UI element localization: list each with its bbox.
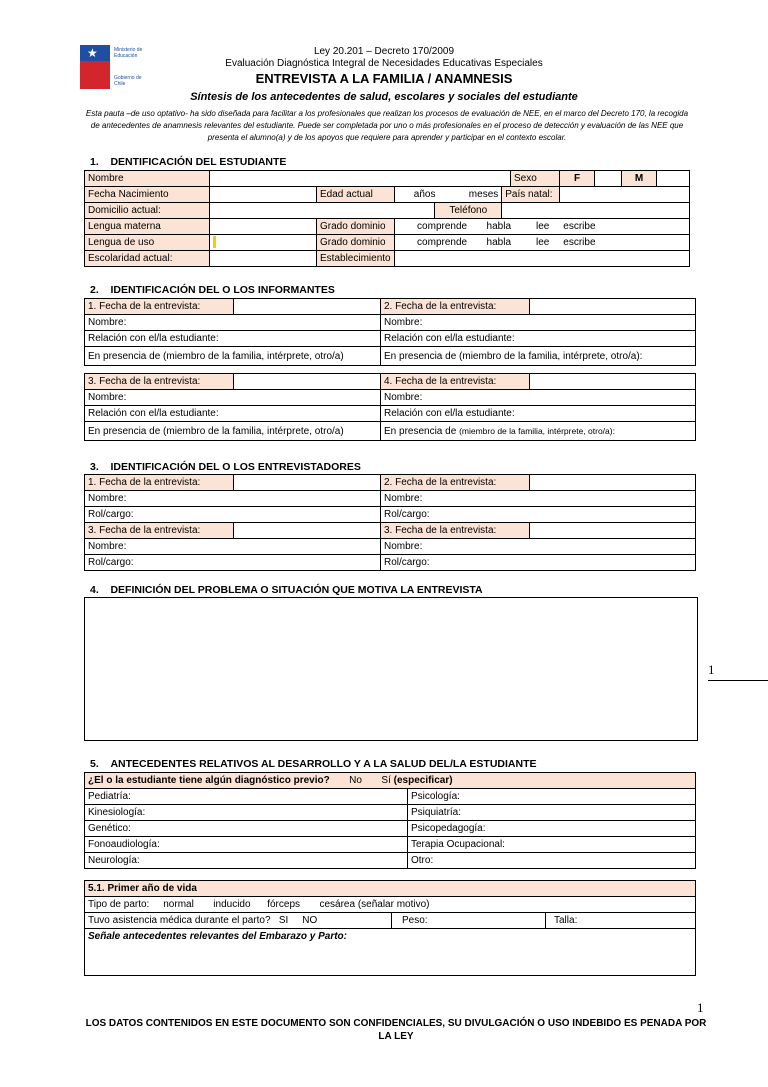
- input-lengua-materna[interactable]: [210, 219, 317, 235]
- star-icon: ★: [87, 46, 98, 60]
- input-establecimiento[interactable]: [394, 251, 689, 267]
- informants-table-b: 3. Fecha de la entrevista: 4. Fecha de la entrevista: Nombre: Nombre: Relación con el/la estudiante: Relación con el/la estudiante: En presencia de (miembro de la familia, intérprete, otro/a) En presencia de (miembro de la familia, intérprete, otro/a):: [84, 373, 696, 441]
- margin-rule: [708, 680, 768, 681]
- label-fecha-nac: Fecha Nacimiento: [85, 187, 210, 203]
- option-no: No: [349, 775, 362, 786]
- confidentiality-footer: LOS DATOS CONTENIDOS EN ESTE DOCUMENTO SON CONFIDENCIALES, SU DIVULGACIÓN O USO INDEBIDO ES PENADA POR LA LEY: [85, 1018, 707, 1042]
- section-5-title: 5. ANTECEDENTES RELATIVOS AL DESARROLLO Y A LA SALUD DEL/LA ESTUDIANTE: [90, 758, 537, 770]
- student-table: Nombre Sexo F M Fecha Nacimiento Edad actual años meses País natal: Domicilio actual: Teléfono Lengua materna Grado dominio comprende habla lee escribe Lengua de uso Grado dominio comprende habla lee escribe Escolaridad actual: Establecimiento: [84, 170, 690, 267]
- option-si: Sí: [381, 775, 391, 786]
- input-domicilio[interactable]: [210, 203, 435, 219]
- sex-m[interactable]: M: [622, 171, 657, 187]
- synthesis: Síntesis de los antecedentes de salud, escolares y sociales del estudiante: [190, 91, 578, 103]
- section-1-title: 1. DENTIFICACIÓN DEL ESTUDIANTE: [90, 156, 287, 168]
- section-3-title: 3. IDENTIFICACIÓN DEL O LOS ENTREVISTADORES: [90, 461, 361, 473]
- label-domicilio: Domicilio actual:: [85, 203, 210, 219]
- input-lengua-uso[interactable]: [210, 235, 317, 251]
- input-nombre[interactable]: [210, 171, 511, 187]
- input-telefono[interactable]: [502, 203, 690, 219]
- section-51-title: 5.1. Primer año de vida: [85, 881, 696, 897]
- section-4-title: 4. DEFINICIÓN DEL PROBLEMA O SITUACIÓN QUE MOTIVA LA ENTREVISTA: [90, 584, 483, 596]
- input-escolaridad[interactable]: [210, 251, 317, 267]
- interviewers-table: 1. Fecha de la entrevista: 2. Fecha de la entrevista: Nombre: Nombre: Rol/cargo: Rol/cargo: 3. Fecha de la entrevista: 3. Fecha de la entrevista: Nombre: Nombre: Rol/cargo: Rol/cargo:: [84, 474, 696, 571]
- intro-text: Esta pauta –de uso optativo- ha sido diseñada para facilitar a los profesionales que realizan los procesos de evaluación de NEE, en el marco del Decreto 170, la recogida de antecedentes de anamnesis relevantes del estudiante. Puede ser completada por uno o más profesionales en el proceso de detección y evaluación de las NEE que presenta el alumno(a) y de los apoyos que requiere para aprender y participar en el contexto escolar.: [85, 109, 689, 142]
- law-reference: Ley 20.201 – Decreto 170/2009: [313, 46, 455, 57]
- section-2-title: 2. IDENTIFICACIÓN DEL O LOS INFORMANTES: [90, 284, 335, 296]
- page-title: ENTREVISTA A LA FAMILIA / ANAMNESIS: [255, 71, 513, 86]
- label-nombre: Nombre: [85, 171, 210, 187]
- input-fecha-nac[interactable]: [210, 187, 317, 203]
- page-number-side: 1: [708, 662, 715, 677]
- subtitle: Evaluación Diagnóstica Integral de Necesidades Educativas Especiales: [225, 58, 543, 69]
- page-number-bottom: 1: [697, 1000, 704, 1015]
- problem-textarea[interactable]: [84, 597, 698, 741]
- ministry-logo: ★ Ministerio de Educación Gobierno de Chile: [80, 45, 150, 89]
- health-table: ¿El o la estudiante tiene algún diagnóstico previo? No Sí (especificar) Pediatría: Psicología: Kinesiología: Psiquiatría: Genético: Psicopedagogía: Fonoaudiología: Terapia Ocupacional: Neurología: Otro:: [84, 772, 696, 869]
- sex-f[interactable]: F: [560, 171, 595, 187]
- first-year-table: 5.1. Primer año de vida Tipo de parto: normal inducido fórceps cesárea (señalar motivo) Tuvo asistencia médica durante el parto? SI NO Peso: Talla: Señale antecedentes relevantes del Embarazo y Parto:: [84, 880, 696, 976]
- input-pais[interactable]: [560, 187, 690, 203]
- informants-table-a: 1. Fecha de la entrevista: 2. Fecha de la entrevista: Nombre: Nombre: Relación con el/la estudiante: Relación con el/la estudiante: En presencia de (miembro de la familia, intérprete, otro/a) En presencia de (miembro de la familia, intérprete, otro/a):: [84, 298, 696, 366]
